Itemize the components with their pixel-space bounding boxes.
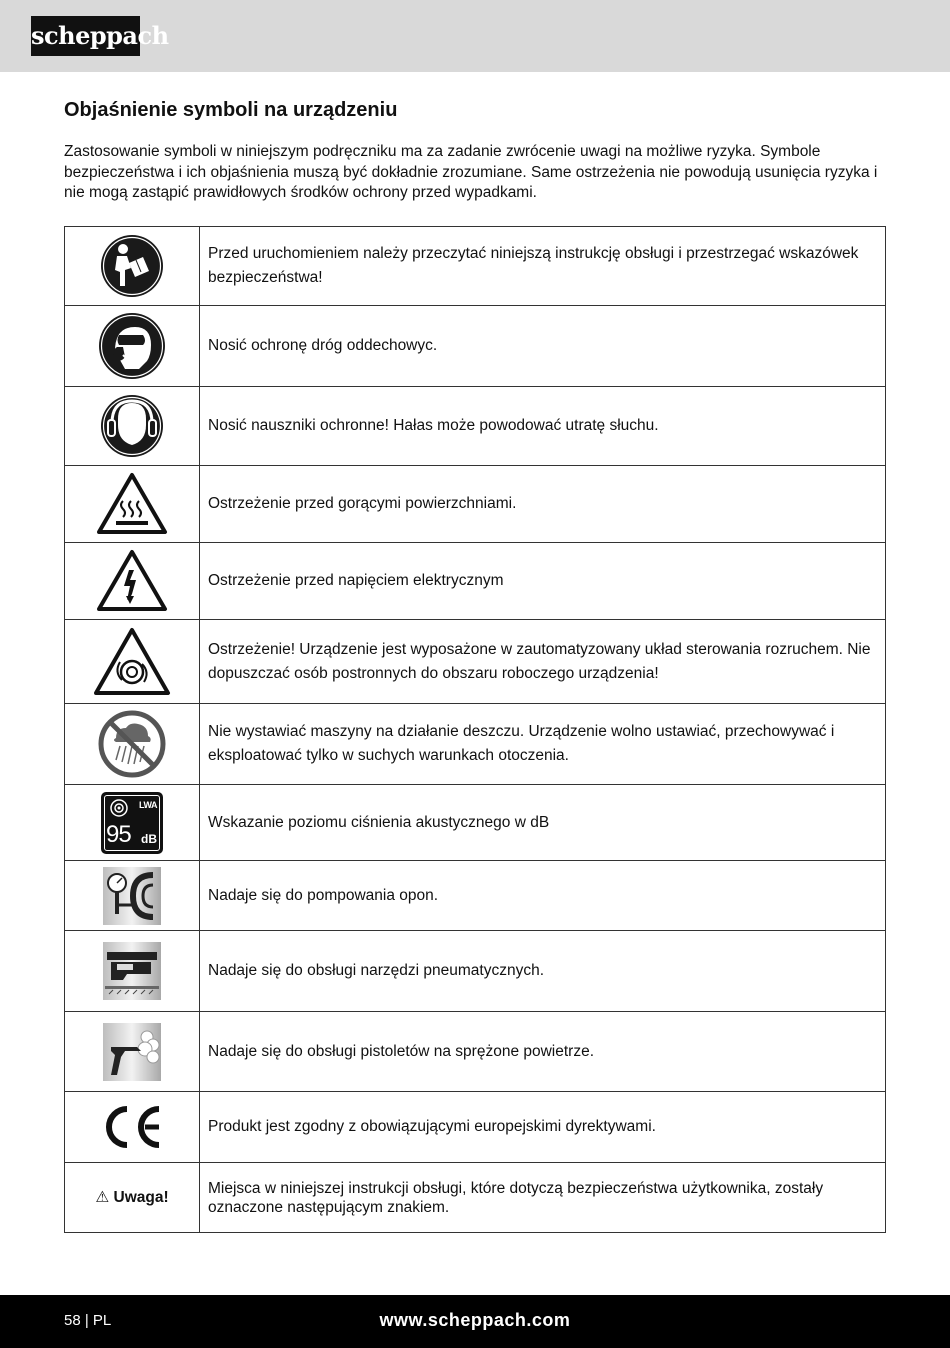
sound-level-label: LWA [139,799,157,810]
symbol-description: Nadaje się do pompowania opon. [200,861,886,931]
read-manual-icon [99,233,165,299]
symbol-description: Nosić nauszniki ochronne! Hałas może powodować utratę słuchu. [200,387,886,466]
table-row [65,306,886,387]
automatic-start-icon [93,626,171,698]
warning-triangle-icon: ⚠ [95,1189,110,1206]
air-gun-icon [103,1023,161,1081]
table-row [65,620,886,704]
sound-level-value: 95 [106,820,131,848]
no-rain-icon [98,710,166,778]
symbol-description: Wskazanie poziomu ciśnienia akustycznego w dB [200,785,886,861]
respirator-icon [97,311,167,381]
symbol-description: Produkt jest zgodny z obowiązującymi europejskimi dyrektywami. [200,1092,886,1163]
table-row [65,1092,886,1163]
symbol-description: Ostrzeżenie przed napięciem elektrycznym [200,543,886,620]
hot-surface-icon [96,471,168,537]
symbol-description: Przed uruchomieniem należy przeczytać niniejszą instrukcję obsługi i przestrzegać wskazówek bezpieczeństwa! [200,227,886,306]
header-band [0,0,950,72]
table-row [65,227,886,306]
table-row [65,704,886,785]
warning-label-text: Uwaga! [113,1189,169,1206]
table-row [65,543,886,620]
pneumatic-tool-icon [103,942,161,1000]
symbol-description: Nosić ochronę dróg oddechowyc. [200,306,886,387]
sound-level-icon [101,792,163,854]
symbol-description: Ostrzeżenie! Urządzenie jest wyposażone w zautomatyzowany układ sterowania rozruchem. Nie dopuszczać osób postronnych do obszaru roboczego urządzenia! [200,620,886,704]
symbol-description: Nadaje się do obsługi pistoletów na sprężone powietrze. [200,1012,886,1092]
table-row [65,1012,886,1092]
sound-level-unit: dB [141,831,157,846]
table-row [65,785,886,861]
page-title: Objaśnienie symboli na urządzeniu [64,99,398,121]
symbol-description: Ostrzeżenie przed gorącymi powierzchniami. [200,466,886,543]
tyre-inflation-icon [103,867,161,925]
symbol-description: Nie wystawiać maszyny na działanie deszczu. Urządzenie wolno ustawiać, przechowywać i eksploatować tylko w suchych warunkach otoczenia. [200,704,886,785]
table-row [65,1163,886,1233]
table-row [65,466,886,543]
website-link[interactable]: www.scheppach.com [379,1310,571,1330]
table-row [65,387,886,466]
table-row [65,931,886,1012]
speaker-icon [109,798,129,818]
symbol-description: Miejsca w niniejszej instrukcji obsługi, które dotyczą bezpieczeństwa użytkownika, zostały oznaczone następującym znakiem. [200,1163,886,1233]
symbol-description: Nadaje się do obsługi narzędzi pneumatycznych. [200,931,886,1012]
symbols-table [64,226,886,1233]
table-row [65,861,886,931]
scheppach-logo: scheppach [31,16,140,56]
ear-protection-icon [99,393,165,459]
warning-label [95,1189,168,1206]
ce-mark-icon [99,1103,165,1151]
page-number: 58 | PL [64,1312,112,1329]
electric-voltage-icon [96,548,168,614]
intro-paragraph: Zastosowanie symboli w niniejszym podręczniku ma za zadanie zwrócenie uwagi na możliwe ryzyka. Symbole bezpieczeństwa i ich objaśnienia muszą być dokładnie zrozumiane. Same ostrzeżenia nie powodują usunięcia ryzyka i nie mogą zastąpić prawidłowych środków ochrony przed wypadkami. [64,143,878,201]
footer-band [0,1295,950,1348]
